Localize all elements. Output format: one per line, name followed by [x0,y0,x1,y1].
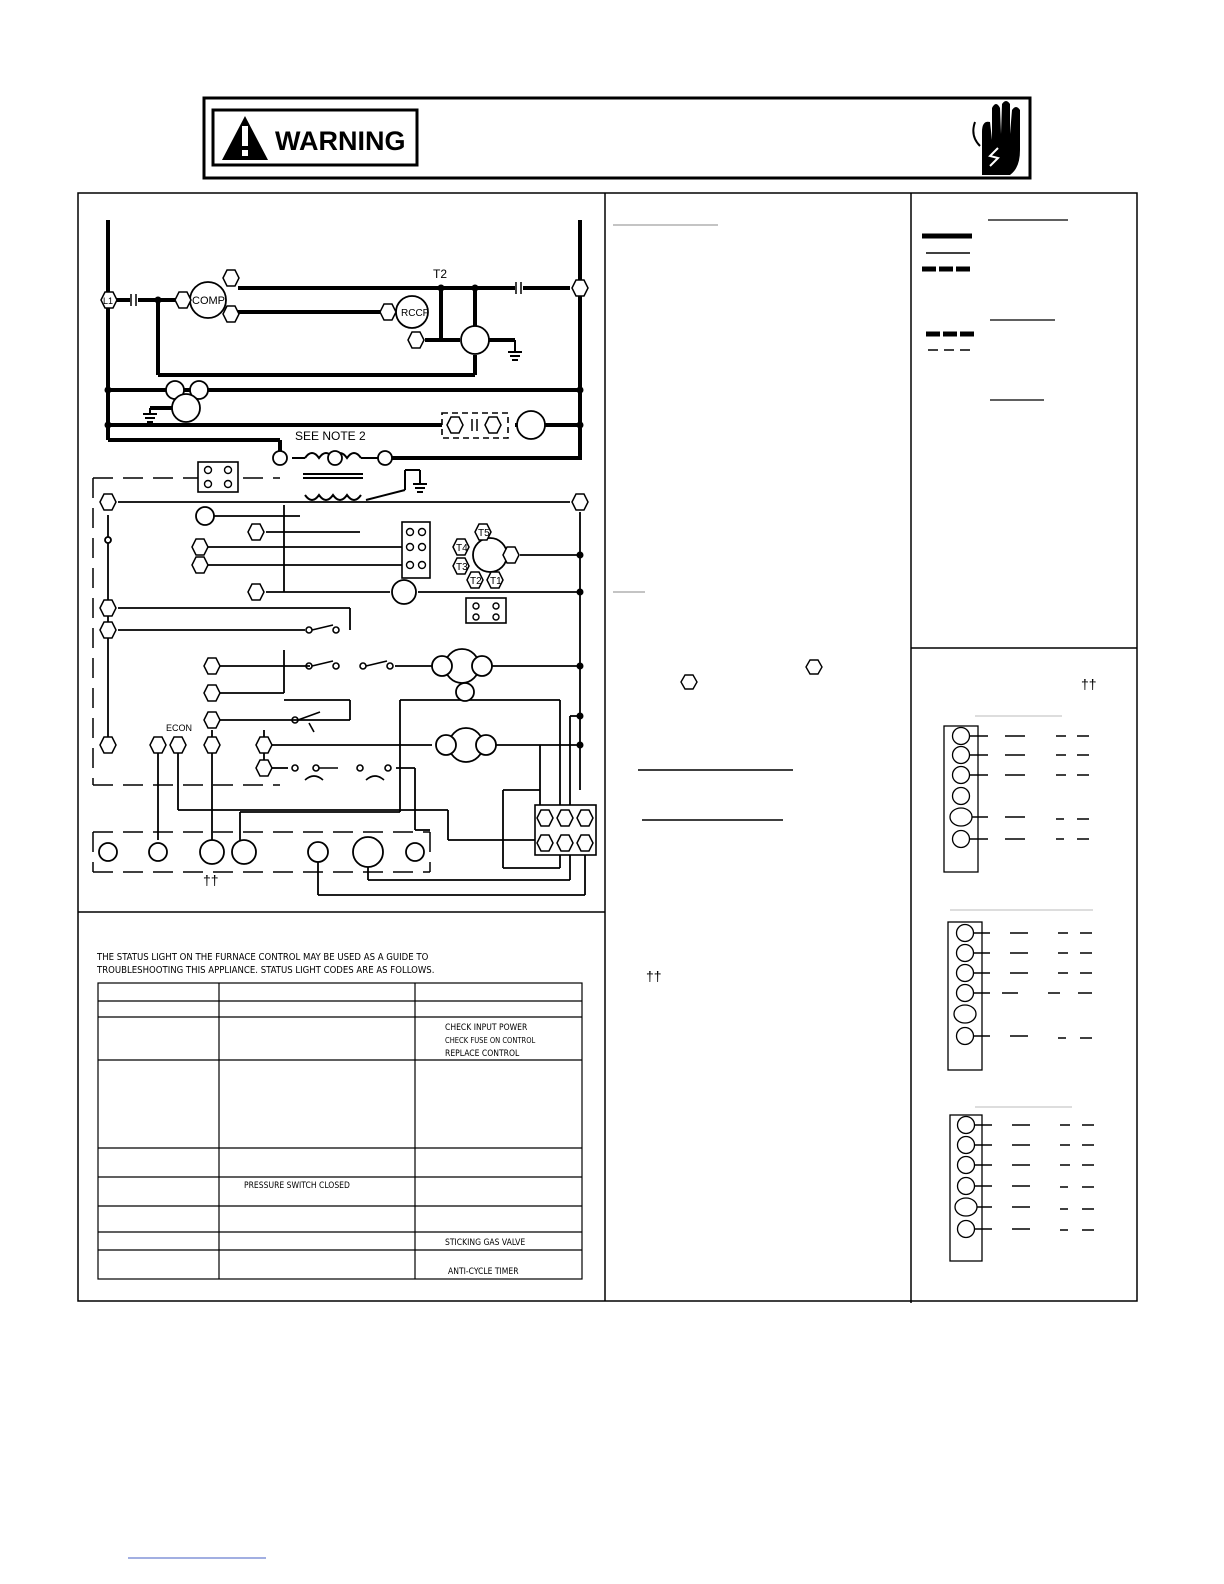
connector-charts [944,676,1097,1261]
rccf-label: RCCF [401,308,429,319]
notes-dagger-mark: †† [646,968,662,984]
warning-banner [204,98,1030,178]
t2-label: T2 [470,576,482,587]
econ-label: ECON [166,723,193,733]
cell-replace-control: REPLACE CONTROL [445,1049,520,1059]
t2-top-label: T2 [433,267,448,281]
t1-label: T1 [490,576,502,587]
t5-label: T5 [478,528,490,539]
cell-anti-cycle-timer: ANTI-CYCLE TIMER [448,1267,519,1277]
cell-check-fuse: CHECK FUSE ON CONTROL [445,1036,536,1045]
notes-hex-symbol [681,675,697,689]
status-intro-line-1: THE STATUS LIGHT ON THE FURNACE CONTROL MAY BE USED AS A GUIDE TO [97,952,429,963]
see-note-label: SEE NOTE 2 [295,429,366,443]
cell-check-input-power: CHECK INPUT POWER [445,1023,528,1033]
connector-plug-1 [944,726,1089,872]
warning-label: WARNING [275,126,406,156]
schematic-dagger-mark: †† [203,872,219,888]
wiring-schematic [93,220,596,895]
notes-hex-symbol [806,660,822,674]
connector-plug-2 [948,922,1092,1070]
connectors-dagger-mark: †† [1081,676,1097,692]
terminal-l1-label: L1 [103,296,114,306]
status-light-section [96,952,582,1279]
cell-sticking-gas-valve: STICKING GAS VALVE [445,1238,526,1248]
cell-pressure-switch-closed: PRESSURE SWITCH CLOSED [244,1181,350,1191]
t3-label: T3 [456,562,468,573]
connector-plug-3 [950,1115,1094,1261]
t4-label: T4 [456,543,468,554]
wire-legend [922,220,1068,400]
notes-column [613,225,822,984]
compressor-label: COMP [192,295,225,307]
status-intro-line-2: TROUBLESHOOTING THIS APPLIANCE. STATUS LIGHT CODES ARE AS FOLLOWS. [97,965,435,976]
